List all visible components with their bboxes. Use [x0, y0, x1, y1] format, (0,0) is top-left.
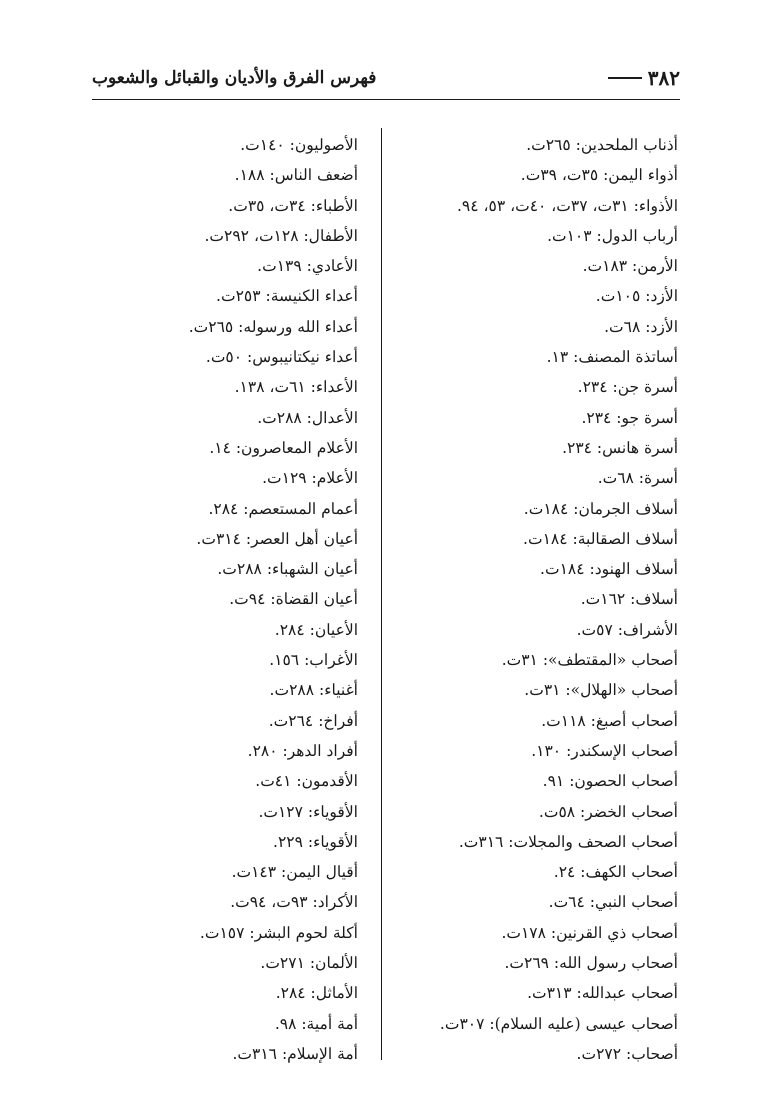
left-column: [68, 130, 358, 1069]
index-entry: الأذواء: ٣١ت، ٣٧ت، ٤٠ت، ٥٣، ٩٤.: [456, 196, 678, 215]
index-entry: الأزد: ٦٨ت.: [604, 317, 678, 336]
index-entry: الأعيان: ٢٨٤.: [274, 620, 358, 639]
index-entry: الأطباء: ٣٤ت، ٣٥ت.: [228, 196, 358, 215]
index-entry: الأماثل: ٢٨٤.: [275, 984, 358, 1003]
index-entry: أعيان أهل العصر: ٣١٤ت.: [196, 529, 358, 548]
index-entry: أسرة جو: ٢٣٤.: [581, 408, 678, 427]
right-column: [388, 130, 678, 1069]
index-entry: أمة الإسلام: ٣١٦ت.: [232, 1044, 358, 1063]
index-entry: أغنياء: ٢٨٨ت.: [269, 681, 358, 700]
index-entry: الأشراف: ٥٧ت.: [576, 620, 678, 639]
index-entry: أسلاف الهنود: ١٨٤ت.: [540, 560, 678, 579]
index-entry: أصحاب الإسكندر: ١٣٠.: [531, 741, 678, 760]
index-entry: أصحاب: ٢٧٢ت.: [576, 1044, 678, 1063]
index-entry: أمة أمية: ٩٨.: [274, 1014, 358, 1033]
index-entry: أصحاب الحصون: ٩١.: [542, 772, 678, 791]
index-entry: أعيان الشهباء: ٢٨٨ت.: [217, 560, 358, 579]
index-entry: الأزد: ١٠٥ت.: [595, 287, 678, 306]
index-entry: أفراد الدهر: ٢٨٠.: [247, 741, 358, 760]
index-entry: الأقوياء: ٢٢٩.: [273, 832, 358, 851]
page-number-text: ٣٨٢: [647, 66, 680, 90]
index-entry: أصحاب الكهف: ٢٤.: [553, 863, 678, 882]
index-entry: أكلة لحوم البشر: ١٥٧ت.: [199, 923, 358, 942]
index-entry: أصحاب الخضر: ٥٨ت.: [538, 802, 678, 821]
index-entry: الأعداء: ٦١ت، ١٣٨.: [234, 378, 358, 397]
index-entry: أصحاب عبدالله: ٣١٣ت.: [527, 984, 678, 1003]
index-entry: الأقدمون: ٤١ت.: [255, 772, 358, 791]
index-entry: الأعادي: ١٣٩ت.: [257, 257, 358, 276]
index-entry: أصحاب «المقتطف»: ٣١ت.: [501, 651, 678, 670]
index-entry: الأعدال: ٢٨٨ت.: [257, 408, 358, 427]
index-entry: أصحاب عيسى (عليه السلام): ٣٠٧ت.: [439, 1014, 678, 1033]
index-entry: الأغراب: ١٥٦.: [269, 651, 358, 670]
index-entry: أسلاف الجرمان: ١٨٤ت.: [523, 499, 678, 518]
column-divider: [381, 128, 382, 1060]
index-entry: أفراخ: ٢٦٤ت.: [268, 711, 358, 730]
index-entry: الأعلام المعاصرون: ١٤.: [209, 438, 358, 457]
index-entry: الأطفال: ١٢٨ت، ٢٩٢ت.: [204, 226, 358, 245]
index-entry: أذواء اليمن: ٣٥ت، ٣٩ت.: [520, 166, 678, 185]
index-entry: أصحاب «الهلال»: ٣١ت.: [524, 681, 678, 700]
index-entry: الأقوياء: ١٢٧ت.: [258, 802, 358, 821]
index-entry: الأرمن: ١٨٣ت.: [582, 257, 678, 276]
index-entry: أقيال اليمن: ١٤٣ت.: [231, 863, 358, 882]
index-entry: أذناب الملحدين: ٢٦٥ت.: [526, 136, 678, 154]
index-entry: الأكراد: ٩٣ت، ٩٤ت.: [230, 893, 358, 912]
index-entry: أعمام المستعصم: ٢٨٤.: [208, 499, 358, 518]
index-entry: أساتذة المصنف: ١٣.: [546, 348, 678, 367]
index-entry: أصحاب أصبغ: ١١٨ت.: [541, 711, 678, 730]
index-entry: أصحاب رسول الله: ٢٦٩ت.: [504, 954, 678, 973]
index-entry: أعيان القضاة: ٩٤ت.: [229, 590, 358, 609]
index-entry: أسلاف: ١٦٢ت.: [580, 590, 678, 609]
index-entry: أصحاب ذي القرنين: ١٧٨ت.: [501, 923, 678, 942]
index-entry: أسلاف الصقالبة: ١٨٤ت.: [523, 529, 678, 548]
index-entry: أعداء نيكتانيبوس: ٥٠ت.: [205, 348, 358, 367]
page-title: فهرس الفرق والأديان والقبائل والشعوب: [92, 68, 377, 88]
index-entry: أصحاب الصحف والمجلات: ٣١٦ت.: [458, 832, 678, 851]
index-entry: أرباب الدول: ١٠٣ت.: [547, 226, 678, 245]
index-entry: أعداء الله ورسوله: ٢٦٥ت.: [188, 317, 358, 336]
page-header: [92, 66, 680, 100]
index-entry: الألمان: ٢٧١ت.: [260, 954, 358, 973]
index-entry: أعداء الكنيسة: ٢٥٣ت.: [216, 287, 358, 306]
index-entry: الأصوليون: ١٤٠ت.: [240, 136, 358, 154]
page-number: [602, 66, 680, 90]
index-entry: الأعلام: ١٢٩ت.: [262, 469, 358, 488]
index-entry: أضعف الناس: ١٨٨.: [234, 166, 358, 185]
index-entry: أسرة جن: ٢٣٤.: [577, 378, 678, 397]
index-entry: أصحاب النبي: ٦٤ت.: [548, 893, 678, 912]
index-entry: أسرة هانس: ٢٣٤.: [562, 438, 678, 457]
header-rule: [92, 99, 680, 100]
index-entry: أسرة: ٦٨ت.: [597, 469, 678, 488]
page-number-dash: [608, 77, 642, 79]
